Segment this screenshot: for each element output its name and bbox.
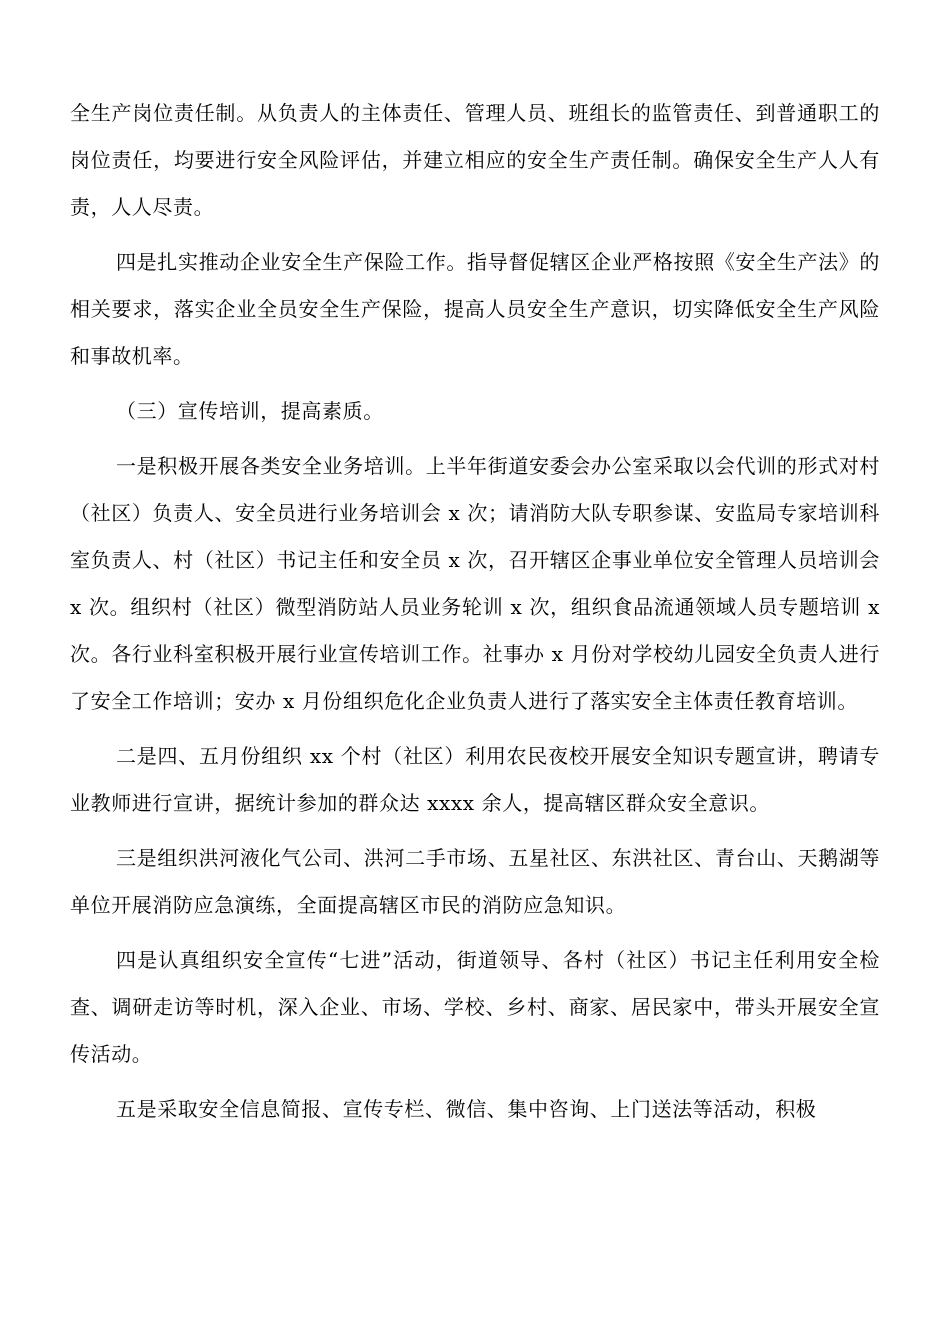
paragraph-seven-entries: 四是认真组织安全宣传“七进”活动，街道领导、各村（社区）书记主任利用安全检查、调研走访等时机，深入企业、市场、学校、乡村、商家、居民家中，带头开展安全宣传活动。 bbox=[70, 948, 880, 1066]
paragraph-lectures: 二是四、五月份组织 xx 个村（社区）利用农民夜校开展安全知识专题宣讲，聘请专业教师进行宣讲，据统计参加的群众达 xxxx 余人，提高辖区群众安全意识。 bbox=[70, 744, 880, 815]
paragraph-publicity: 五是采取安全信息简报、宣传专栏、微信、集中咨询、上门送法等活动，积极 bbox=[116, 1097, 817, 1121]
paragraph-drills: 三是组织洪河液化气公司、洪河二手市场、五星社区、东洪社区、青台山、天鹅湖等单位开展消防应急演练，全面提高辖区市民的消防应急知识。 bbox=[70, 846, 880, 917]
section-heading: （三）宣传培训，提高素质。 bbox=[116, 399, 384, 423]
paragraph-training: 一是积极开展各类安全业务培训。上半年街道安委会办公室采取以会代训的形式对村（社区）负责人、安全员进行业务培训会 x 次；请消防大队专职参谋、安监局专家培训科室负责人、村（社区）书记主任和安全员 x 次，召开辖区企事业单位安全管理人员培训会 x 次。组织村（社区）微型消防站人员业务轮训 x 次，组织食品流通领域人员专题培训 x 次。各行业科室积极开展行业宣传培训工作。社事办 x 月份对学校幼儿园安全负责人进行了安全工作培训；安办 x 月份组织危化企业负责人进行了落实安全主体责任教育培训。 bbox=[70, 454, 880, 713]
paragraph-continuation: 全生产岗位责任制。从负责人的主体责任、管理人员、班组长的监管责任、到普通职工的岗位责任，均要进行安全风险评估，并建立相应的安全生产责任制。确保安全生产人人有责，人人尽责。 bbox=[70, 101, 880, 219]
paragraph-insurance: 四是扎实推动企业安全生产保险工作。指导督促辖区企业严格按照《安全生产法》的相关要求，落实企业全员安全生产保险，提高人员安全生产意识，切实降低安全生产风险和事故机率。 bbox=[70, 250, 880, 368]
